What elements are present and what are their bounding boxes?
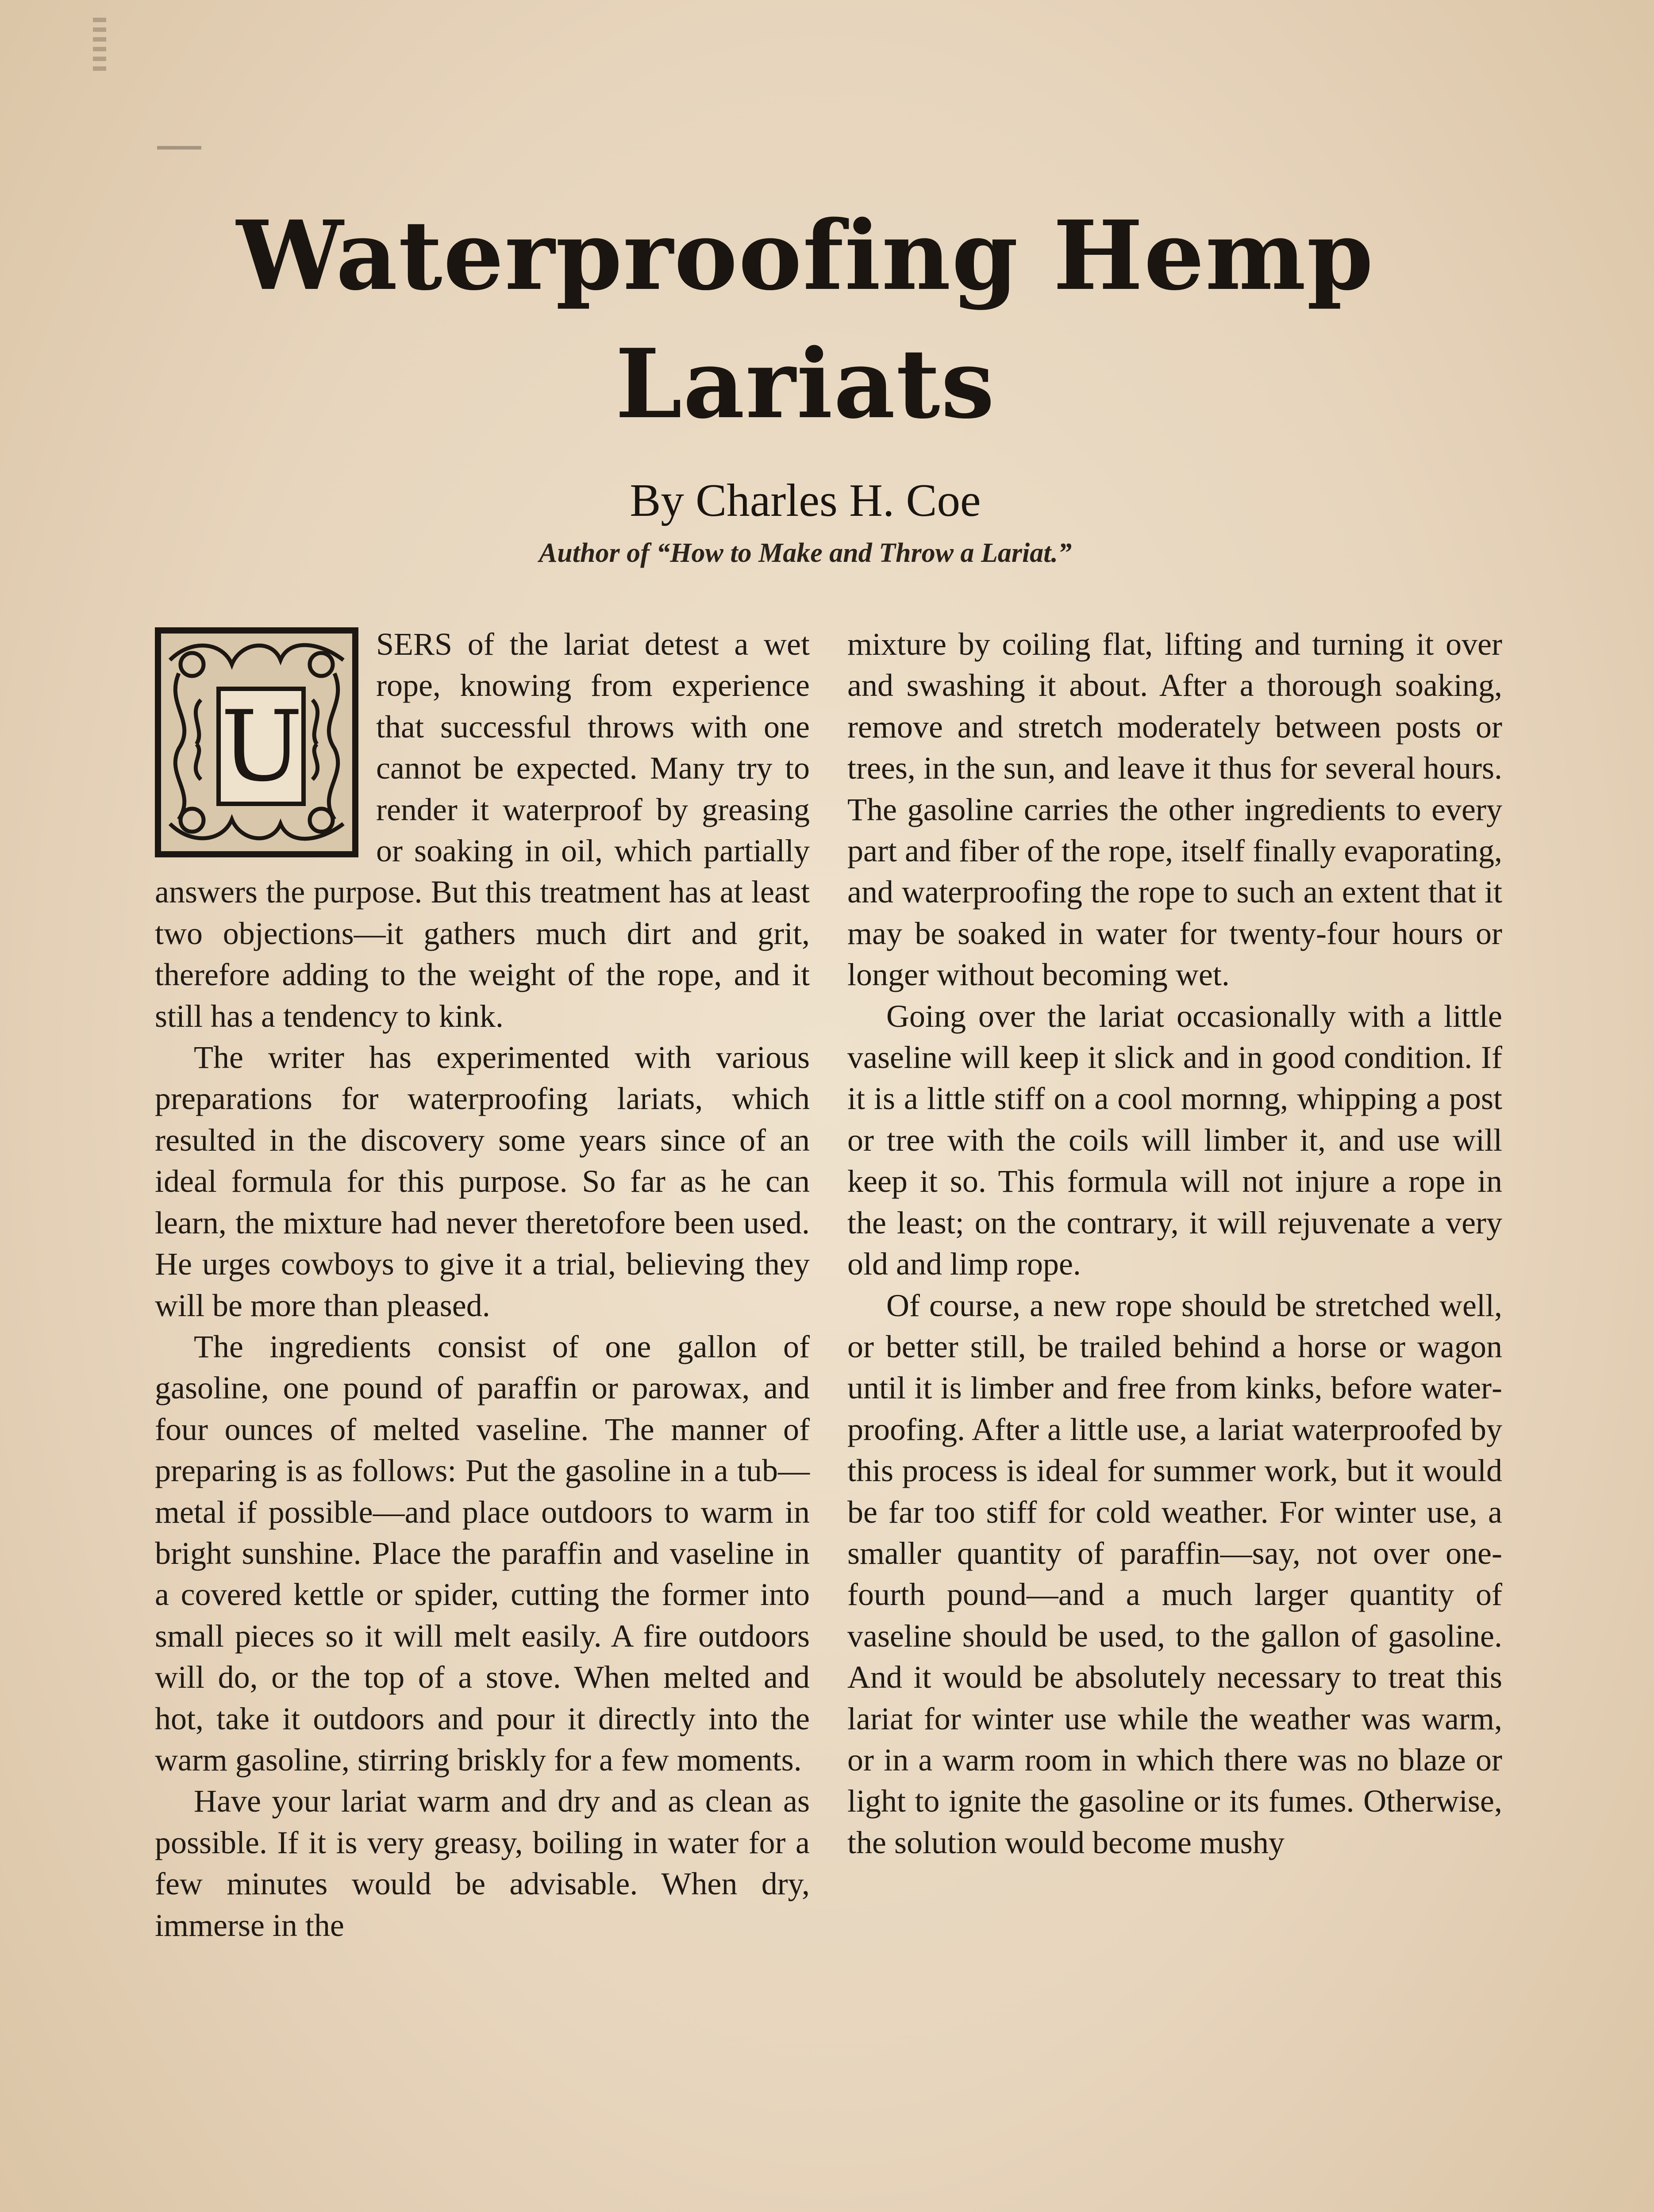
page-blemish xyxy=(157,146,201,150)
ornamental-dropcap xyxy=(155,627,358,857)
page-blemish xyxy=(93,18,106,75)
article-title-line-1: Waterproofing Hemp xyxy=(236,200,1374,311)
paragraph: The writer has experimented with various preparations for waterproofing lariats, which resulted in the discovery some years since of an ideal formula for this purpose. So far as he can learn, the mixture had never theretofore been used. He urges cowboys to give it a trial, believing they will be more than pleased. xyxy=(155,1040,810,1323)
byline: By Charles H. Coe xyxy=(630,474,981,526)
left-column xyxy=(155,624,810,1946)
dropcap-letter: U xyxy=(216,687,306,806)
paragraph: Of course, a new rope should be stretched well, or better still, be trailed behind a horse or wagon until it is limber and free from kinks, before waterproofing. After a little use, a lariat waterproofed by this process is ideal for summer work, but it would be far too stiff for cold weather. For winter use, a smaller quantity of paraffin—say, not over one-fourth pound—and a much larger quantity of vaseline should be used, to the gallon of gasoline. And it would be absolutely necessary to treat this lariat for winter use while the weather was warm, or in a warm room in which there was no blaze or light to ignite the gasoline or its fumes. Otherwise, the solution would become mushy xyxy=(847,1287,1502,1860)
author-note: Author of “How to Make and Throw a Lariat.” xyxy=(539,538,1072,568)
paragraph: mixture by coiling flat, lifting and turning it over and swashing it about. After a thorough soaking, remove and stretch moderately between posts or trees, in the sun, and leave it thus for several hours. The gasoline carries the other ingredients to every part and fiber of the rope, itself finally evaporating, and waterproofing the rope to such an extent that it may be soaked in water for twenty-four hours or longer without becoming wet. xyxy=(847,626,1502,993)
article-title-line-2: Lariats xyxy=(615,328,996,440)
paragraph: Have your lariat warm and dry and as clean as possible. If it is very greasy, boiling in water for a few minutes would be advisable. When dry, immerse in the xyxy=(155,1783,810,1943)
paragraph: SERS of the lariat detest a wet rope, knowing from experience that successful throws with one cannot be expected. Many try to render it waterproof by greasing or soaking in oil, which partially answers the purpose. But this treatment has at least two objections—it gathers much dirt and grit, therefore adding to the weight of the rope, and it still has a tendency to kink. xyxy=(155,626,810,1034)
paragraph: The ingredients consist of one gallon of gasoline, one pound of paraffin or parowax, and four ounces of melted vaseline. The manner of preparing is as follows: Put the gasoline in a tub—metal if possible—and place outdoors to warm in bright sunshine. Place the paraffin and vaseline in a covered kettle or spider, cutting the former into small pieces so it will melt easily. A fire outdoors will do, or the top of a stove. When melted and hot, take it outdoors and pour it directly into the warm gasoline, stirring briskly for a few moments. xyxy=(155,1329,810,1778)
right-column xyxy=(847,624,1502,1863)
paragraph: Going over the lariat occasionally with a little vaseline will keep it slick and in good condition. If it is a little stiff on a cool mornng, whipping a post or tree with the coils will limber it, and use will keep it so. This formula will not injure a rope in the least; on the contrary, it will rejuvenate a very old and limp rope. xyxy=(847,998,1502,1282)
